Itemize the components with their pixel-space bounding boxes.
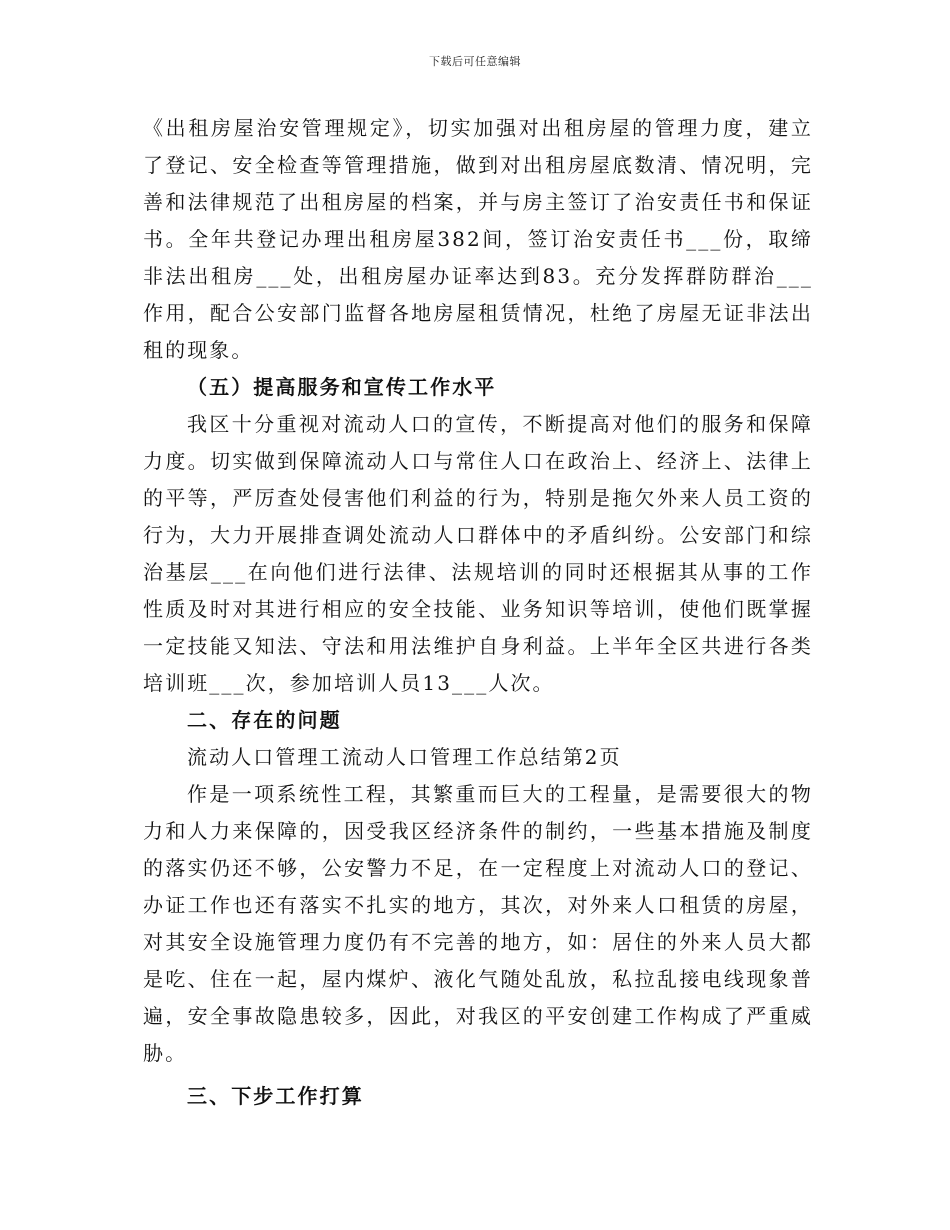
document-body [143, 110, 813, 1115]
section-heading-next-steps: 三、下步工作打算 [187, 1084, 364, 1108]
paragraph-rental-housing: 《出租房屋治安管理规定》，切实加强对出租房屋的管理力度，建立了登记、安全检查等管理措施，做到对出租房屋底数清、情况明，完善和法律规范了出租房屋的档案，并与房主签订了治安责任书和保证书。全年共登记办理出租房屋382间，签订治安责任书___份，取缔非法出租房___处，出租房屋办证率达到83。充分发挥群防群治___作用，配合公安部门监督各地房屋租赁情况，杜绝了房屋无证非法出租的现象。 [143, 116, 813, 362]
paragraph-problems: 作是一项系统性工程，其繁重而巨大的工程量，是需要很大的物力和人力来保障的，因受我区经济条件的制约，一些基本措施及制度的落实仍还不够，公安警力不足，在一定程度上对流动人口的登记、办证工作也还有落实不扎实的地方，其次，对外来人口租赁的房屋，对其安全设施管理力度仍有不完善的地方，如：居住的外来人员大都是吃、住在一起，屋内煤炉、液化气随处乱放，私拉乱接电线现象普遍，安全事故隐患较多，因此，对我区的平安创建工作构成了严重威胁。 [143, 782, 813, 1065]
page-marker-line: 流动人口管理工流动人口管理工作总结第2页 [187, 745, 622, 769]
paragraph-service-publicity: 我区十分重视对流动人口的宣传，不断提高对他们的服务和保障力度。切实做到保障流动人口与常住人口在政治上、经济上、法律上的平等，严厉查处侵害他们利益的行为，特别是拖欠外来人员工资的行为，大力开展排查调处流动人口群体中的矛盾纠纷。公安部门和综治基层___在向他们进行法律、法规培训的同时还根据其从事的工作性质及时对其进行相应的安全技能、业务知识等培训，使他们既掌握一定技能又知法、守法和用法维护自身利益。上半年全区共进行各类培训班___次，参加培训人员13___人次。 [143, 412, 813, 695]
page-header: 下载后可任意编辑 [429, 55, 521, 68]
section-heading-five: （五）提高服务和宣传工作水平 [187, 375, 497, 399]
section-heading-problems: 二、存在的问题 [187, 708, 342, 732]
